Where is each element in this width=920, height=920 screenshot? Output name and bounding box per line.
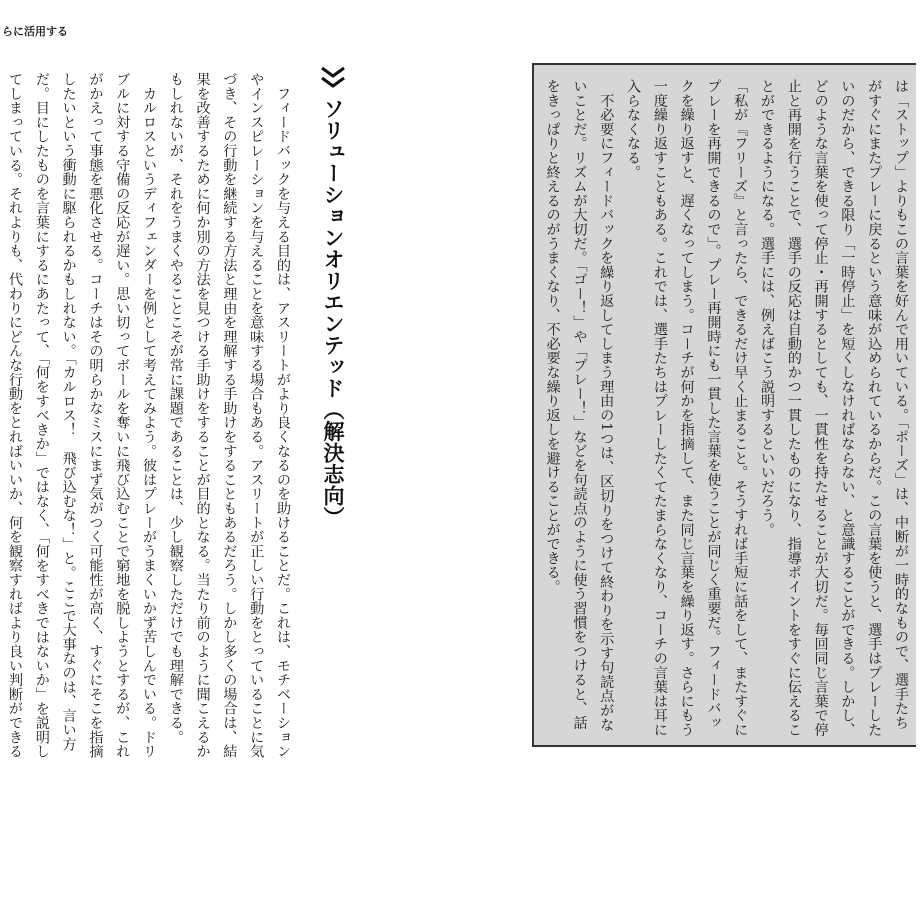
box-text [539, 79, 914, 737]
box-text-line: は「ストップ」よりもこの言葉を好んで用いている。「ポーズ」は、中断が一時的なもので、選手たち [893, 79, 909, 730]
running-header: らに活用する [2, 25, 68, 38]
body-text-line: てしまっている。それよりも、代わりにどんな行動をとればいいか、何を観察すればより良い判断ができる [7, 72, 24, 759]
box-text-line: 一度繰り返すこともある。これでは、選手たちはプレーしたくてたまらなくなり、コーチの言葉は耳に [651, 79, 668, 737]
box-text-line: とができるようになる。選手には、例えばこう説明するといいだろう。 [759, 79, 776, 537]
section-subtitle: （解決志向） [321, 399, 345, 528]
body-text-line: やインスピレーションを与えることを意味する場合もある。アスリートが正しい行動をとっていることに気 [248, 72, 265, 759]
body-text-line: だ。目にしたものを言葉にするにあたって、「何をすべきか」ではなく、「何をすべきではないか」を説明し [33, 72, 50, 759]
box-text-line: 「私が『フリーズ』と言ったら、できるだけ早く止まること。そうすれば手短に話をして、またすぐに [732, 79, 749, 737]
body-text-line: フィードバックを与える目的は、アスリートがより良くなるのを助けることだ。これは、モチベーション [275, 72, 291, 759]
box-text-line: 止と再開を行うことで、選手の反応は自動的かつ一貫したものになり、指導ポイントをすぐに伝えるこ [785, 79, 802, 737]
box-text-line: がすぐにまたプレーに戻るという意味が込められているからだ。この言葉を使うと、選手はプレーした [866, 79, 883, 737]
body-text-line: もしれないが、それをうまくやることこそが常に課題であることは、少し観察しただけでも理解できる。 [167, 72, 184, 745]
box-text-line: どのような言葉を使って停止・再開するとしても、一貫性を持たせることが大切だ。毎回同じ言葉で停 [812, 79, 829, 737]
section-heading [318, 66, 348, 528]
body-text-line: づき、その行動を継続する方法と理由を理解する手助けをすることもあるだろう。しかし多くの場合は、結 [221, 72, 238, 759]
section-title: ソリューションオリエンテッド [321, 98, 345, 399]
body-text-line: したいという衝動に駆られるかもしれない。「カルロス！ 飛び込むな！」と。ここで大事なのは、言い方 [60, 72, 77, 752]
body-text-line: カルロスというディフェンダーを例として考えてみよう。彼はプレーがうまくいかず苦しんでいる。ドリ [141, 72, 158, 759]
box-text-line: いことだ。リズムが大切だ。「ゴー！」や「プレー！」などを句読点のように使う習慣をつけると、話 [571, 79, 588, 730]
double-chevron-down-icon [320, 66, 346, 90]
box-text-line: クを繰り返すと、遅くなってしまう。コーチが何かを指摘して、また同じ言葉を繰り返す。さらにもう [678, 79, 695, 737]
body-text-line: がかえって事態を悪化させる。コーチはその明らかなミスにまず気がつく可能性が高く、すぐにそこを指摘 [87, 72, 104, 759]
body-text-line: 果を改善するために何か別の方法を見つける手助けをすることが目的となる。当たり前のように聞こえるか [194, 72, 211, 759]
box-text-line: プレーを再開できるので」。プレー再開時にも一貫した言葉を使うことが同じく重要だ。フィードバッ [705, 79, 722, 730]
box-text-line: をきっぱりと終えるのがうまくなり、不必要な繰り返しを避けることができる。 [544, 79, 561, 594]
box-text-line: 不必要にフィードバックを繰り返してしまう理由の1つは、区切りをつけて終わりを示す句読点がな [598, 79, 615, 732]
sidebar-box [532, 63, 916, 747]
body-text-line: ブルに対する守備の反応が遅い。思い切ってボールを奪いに飛び込むことで窮地を脱しようとするが、これ [114, 72, 131, 759]
box-text-line: 入らなくなる。 [625, 79, 642, 180]
body-text [0, 72, 296, 759]
box-text-line: いのだから、できる限り「一時停止」を短くしなければならない、と意識することができる。しかし、 [839, 79, 856, 737]
